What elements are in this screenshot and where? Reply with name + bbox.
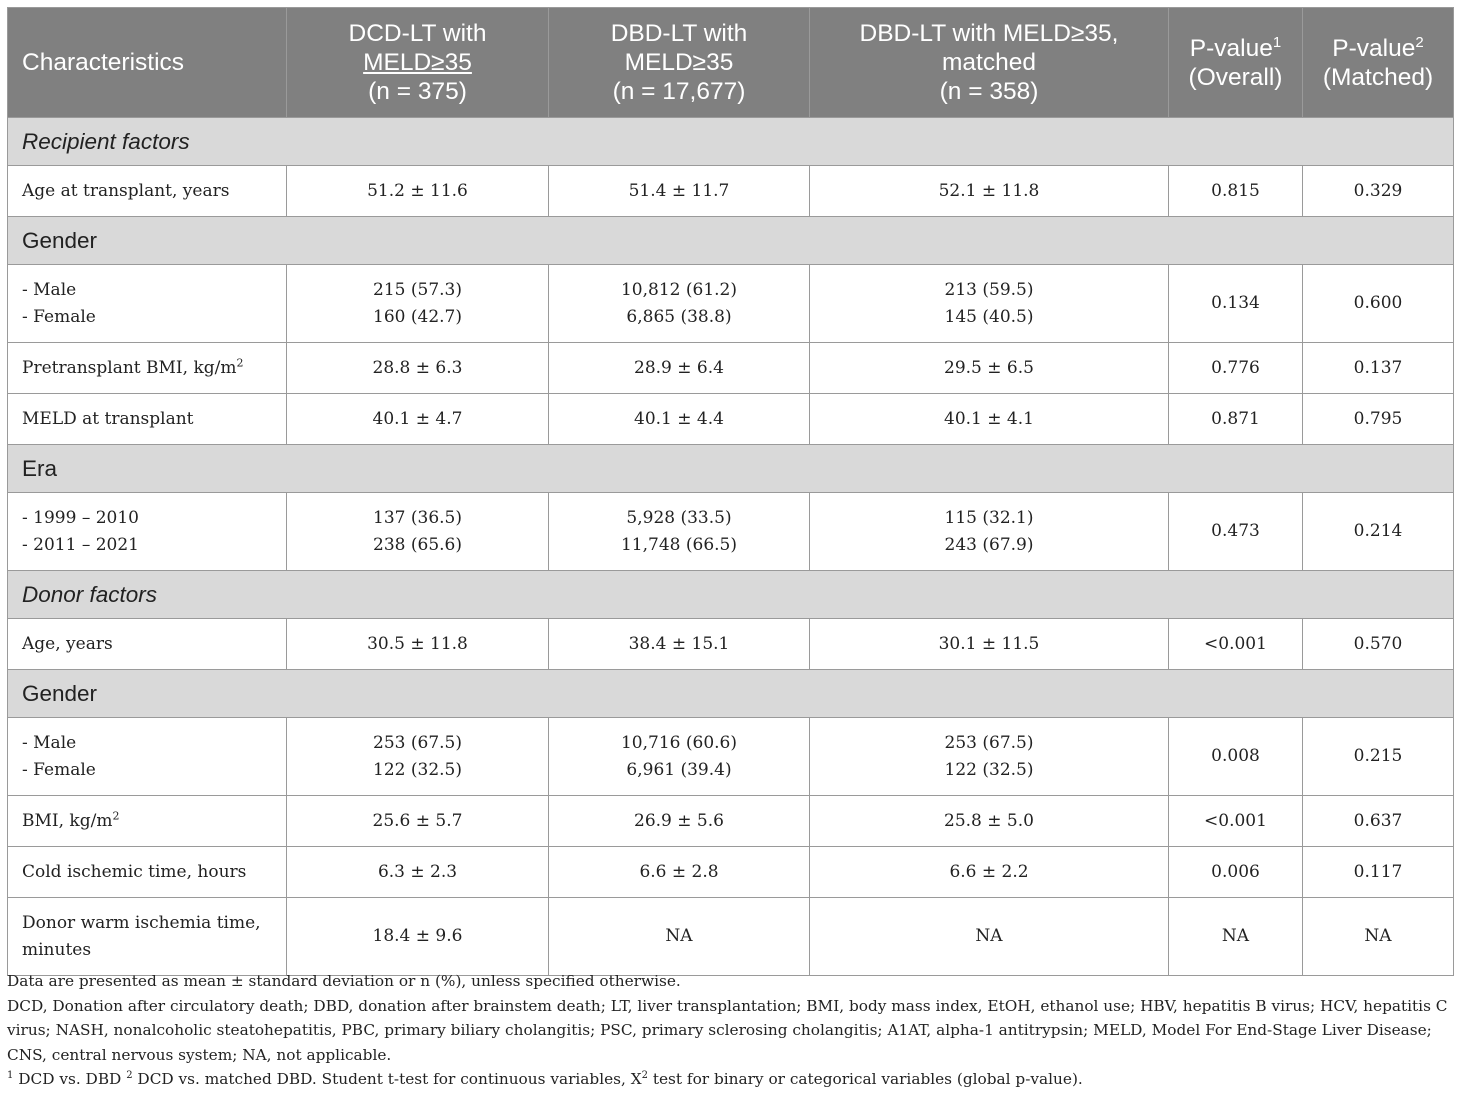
cell-pvalue: 0.134: [1169, 265, 1303, 343]
cell-pvalue: 0.214: [1303, 493, 1454, 571]
cell-pvalue: 0.473: [1169, 493, 1303, 571]
table-row: [8, 493, 1454, 571]
footnote-tests: $^1$ DCD vs. DBD $^2$ DCD vs. matched DBD. Student t-test for continuous variables, $X^2$ test for binary or categorical variables (global p-value).: [7, 1069, 1083, 1088]
header-dcd: [287, 8, 549, 118]
row-label: Pretransplant BMI, $kg/m^2$: [8, 343, 287, 394]
cell-pvalue: 0.795: [1303, 394, 1454, 445]
section-row: [8, 217, 1454, 265]
cell-value: 5,928 (33.5) 11,748 (66.5): [549, 493, 810, 571]
header-matched-line2: matched: [942, 49, 1036, 76]
header-dbd-line3: (n = 17,677): [612, 78, 746, 105]
row-label: - 1999 – 2010 - 2011 – 2021: [8, 493, 287, 571]
cell-pvalue: NA: [1303, 898, 1454, 976]
header-dbd-line1: DBD-LT with: [610, 20, 748, 47]
table-row: [8, 394, 1454, 445]
table-row: [8, 718, 1454, 796]
cell-value: 10,716 (60.6) 6,961 (39.4): [549, 718, 810, 796]
header-dbd-matched: [810, 8, 1169, 118]
cell-value: 40.1 ± 4.1: [810, 394, 1169, 445]
header-pvalue-overall-label: P-value$^1$: [1189, 33, 1282, 62]
cell-value: 25.6 ± 5.7: [287, 796, 549, 847]
cell-pvalue: 0.006: [1169, 847, 1303, 898]
header-row: [8, 8, 1454, 118]
row-label: - Male - Female: [8, 718, 287, 796]
cell-value: 30.5 ± 11.8: [287, 619, 549, 670]
cell-pvalue: 0.117: [1303, 847, 1454, 898]
row-label: Age, years: [8, 619, 287, 670]
cell-pvalue: 0.137: [1303, 343, 1454, 394]
cell-pvalue: 0.570: [1303, 619, 1454, 670]
header-dcd-line1: DCD-LT with: [348, 20, 487, 47]
section-donor-factors: Donor factors: [8, 571, 1454, 619]
header-matched-line1: DBD-LT with MELD≥35,: [859, 20, 1119, 47]
section-row: [8, 445, 1454, 493]
cell-pvalue: 0.637: [1303, 796, 1454, 847]
table-row: [8, 265, 1454, 343]
cell-value: 40.1 ± 4.4: [549, 394, 810, 445]
cell-value: 253 (67.5) 122 (32.5): [810, 718, 1169, 796]
cell-value: 38.4 ± 15.1: [549, 619, 810, 670]
cell-value: 6.6 ± 2.2: [810, 847, 1169, 898]
cell-pvalue: 0.776: [1169, 343, 1303, 394]
cell-value: 6.3 ± 2.3: [287, 847, 549, 898]
section-era: Era: [8, 445, 1454, 493]
cell-value: 6.6 ± 2.8: [549, 847, 810, 898]
header-matched-line3: (n = 358): [939, 78, 1039, 105]
section-row: [8, 571, 1454, 619]
table-row: [8, 898, 1454, 976]
row-label: - Male - Female: [8, 265, 287, 343]
header-characteristics: Characteristics: [8, 8, 287, 118]
cell-value: 26.9 ± 5.6: [549, 796, 810, 847]
table-row: [8, 847, 1454, 898]
table-row: [8, 343, 1454, 394]
footnote-abbreviations: DCD, Donation after circulatory death; DBD, donation after brainstem death; LT, liver transplantation; BMI, body mass index, EtOH, ethanol use; HBV, hepatitis B virus; HCV, hepatitis C virus; NASH, nonalcoholic steatohepatitis, PBC, primary biliary cholangitis; PSC, primary sclerosing cholangitis; A1AT, alpha-1 antitrypsin; MELD, Model For End-Stage Liver Disease; CNS, central nervous system; NA, not applicable.: [7, 996, 1448, 1064]
section-recipient-gender: Gender: [8, 217, 1454, 265]
header-dcd-line2: MELD≥35: [363, 49, 472, 76]
table-footnotes: [7, 969, 1457, 1092]
footnote-data-presentation: Data are presented as mean ± standard deviation or n (%), unless specified otherwise.: [7, 972, 681, 990]
cell-value: 10,812 (61.2) 6,865 (38.8): [549, 265, 810, 343]
cell-value: 253 (67.5) 122 (32.5): [287, 718, 549, 796]
cell-value: 115 (32.1) 243 (67.9): [810, 493, 1169, 571]
table-row: [8, 796, 1454, 847]
cell-value: 137 (36.5) 238 (65.6): [287, 493, 549, 571]
cell-pvalue: <0.001: [1169, 796, 1303, 847]
cell-value: 40.1 ± 4.7: [287, 394, 549, 445]
section-donor-gender: Gender: [8, 670, 1454, 718]
header-pvalue-overall: [1169, 8, 1303, 118]
baseline-characteristics-table: [7, 7, 1454, 976]
cell-value: 28.8 ± 6.3: [287, 343, 549, 394]
header-pvalue-overall-sub: (Overall): [1188, 63, 1283, 91]
section-row: [8, 670, 1454, 718]
cell-pvalue: NA: [1169, 898, 1303, 976]
cell-value: 51.4 ± 11.7: [549, 166, 810, 217]
cell-pvalue: 0.215: [1303, 718, 1454, 796]
table-row: [8, 619, 1454, 670]
cell-value: 25.8 ± 5.0: [810, 796, 1169, 847]
header-pvalue-matched-label: P-value$^2$: [1332, 33, 1424, 62]
table-row: [8, 166, 1454, 217]
cell-pvalue: <0.001: [1169, 619, 1303, 670]
cell-value: 52.1 ± 11.8: [810, 166, 1169, 217]
cell-value: 51.2 ± 11.6: [287, 166, 549, 217]
header-dbd: [549, 8, 810, 118]
cell-value: 213 (59.5) 145 (40.5): [810, 265, 1169, 343]
cell-value: 30.1 ± 11.5: [810, 619, 1169, 670]
cell-value: 28.9 ± 6.4: [549, 343, 810, 394]
section-row: [8, 118, 1454, 166]
row-label: Age at transplant, years: [8, 166, 287, 217]
cell-value: NA: [549, 898, 810, 976]
header-pvalue-matched-sub: (Matched): [1322, 63, 1434, 91]
cell-value: 215 (57.3) 160 (42.7): [287, 265, 549, 343]
cell-value: NA: [810, 898, 1169, 976]
row-label: BMI, $kg/m^2$: [8, 796, 287, 847]
cell-pvalue: 0.008: [1169, 718, 1303, 796]
cell-pvalue: 0.329: [1303, 166, 1454, 217]
header-pvalue-matched: [1303, 8, 1454, 118]
row-label: MELD at transplant: [8, 394, 287, 445]
header-dcd-line3: (n = 375): [368, 78, 467, 105]
header-dbd-line2: MELD≥35: [624, 49, 734, 76]
cell-pvalue: 0.871: [1169, 394, 1303, 445]
row-label: Donor warm ischemia time, minutes: [8, 898, 287, 976]
cell-pvalue: 0.815: [1169, 166, 1303, 217]
cell-value: 29.5 ± 6.5: [810, 343, 1169, 394]
row-label: Cold ischemic time, hours: [8, 847, 287, 898]
cell-pvalue: 0.600: [1303, 265, 1454, 343]
section-recipient-factors: Recipient factors: [8, 118, 1454, 166]
cell-value: 18.4 ± 9.6: [287, 898, 549, 976]
